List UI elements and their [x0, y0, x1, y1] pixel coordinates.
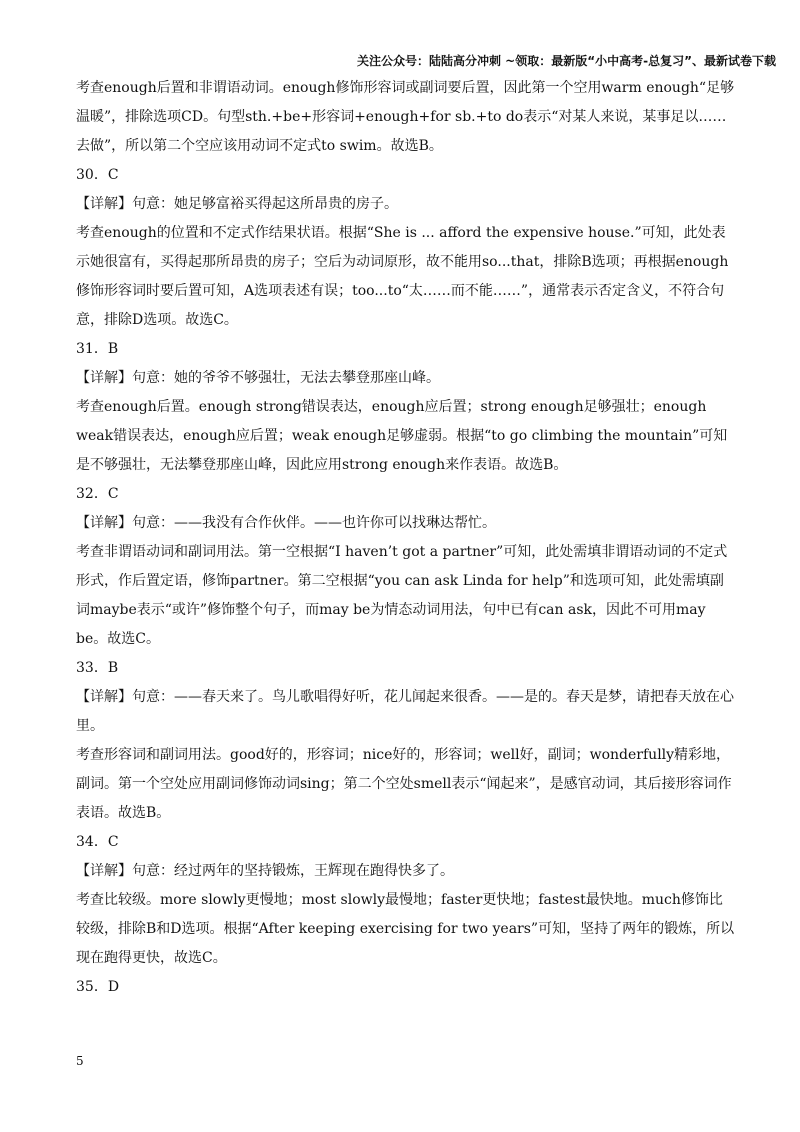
- question-number: 34．C: [76, 834, 119, 850]
- paragraph: 考查比较级。more slowly更慢地；most slowly最慢地；faster更快地；fastest最快地。much修饰比较级，排除B和D选项。根据“After keeping exercising for two years”可知，坚持了两年的锻炼，所以现在跑得更快，故选C。: [76, 892, 735, 966]
- paragraph: 【详解】句意：经过两年的坚持锻炼，王辉现在跑得快多了。: [76, 863, 454, 879]
- question-number: 35．D: [76, 979, 120, 995]
- page-header: 关注公众号：陆陆高分冲刺 ~领取：最新版“小中高考-总复习”、最新试卷下载: [357, 54, 776, 68]
- paragraph: 【详解】句意：她的爷爷不够强壮，无法去攀登那座山峰。: [76, 370, 440, 386]
- page-number: 5: [76, 1054, 84, 1068]
- question-number: 33．B: [76, 660, 119, 676]
- question-number: 30．C: [76, 167, 119, 183]
- document-body: [76, 74, 736, 1002]
- paragraph: 考查enough后置。enough strong错误表达，enough应后置；strong enough足够强壮；enough weak错误表达，enough应后置；weak enough足够虚弱。根据“to go climbing the mountain”可知是不够强壮，无法攀登那座山峰，因此应用strong enough来作表语。故选B。: [76, 399, 728, 473]
- paragraph: 考查enough后置和非谓语动词。enough修饰形容词或副词要后置，因此第一个空用warm enough“足够温暖”，排除选项CD。句型sth.+be+形容词+enough+for sb.+to do表示“对某人来说，某事足以……去做”，所以第二个空应该用动词不定式to swim。故选B。: [76, 80, 735, 154]
- paragraph: 考查非谓语动词和副词用法。第一空根据“I haven’t got a partner”可知，此处需填非谓语动词的不定式形式，作后置定语，修饰partner。第二空根据“you can ask Linda for help”和选项可知，此处需填副词maybe表示“或许”修饰整个句子，而may be为情态动词用法，句中已有can ask，因此不可用may be。故选C。: [76, 544, 728, 647]
- paragraph: 考查形容词和副词用法。good好的，形容词；nice好的，形容词；well好，副词；wonderfully精彩地，副词。第一个空处应用副词修饰动词sing；第二个空处smell表示“闻起来”，是感官动词，其后接形容词作表语。故选B。: [76, 747, 732, 821]
- question-number: 32．C: [76, 486, 119, 502]
- paragraph: 【详解】句意：——春天来了。鸟儿歌唱得好听，花儿闻起来很香。——是的。春天是梦，请把春天放在心里。: [76, 689, 734, 734]
- paragraph: 考查enough的位置和不定式作结果状语。根据“She is ... afford the expensive house.”可知，此处表示她很富有，买得起那所昂贵的房子；空后为动词原形，故不能用so...that，排除B选项；再根据enough修饰形容词时要后置可知，A选项表述有误；too...to“太……而不能……”，通常表示否定含义，不符合句意，排除D选项。故选C。: [76, 225, 729, 328]
- paragraph: 【详解】句意：——我没有合作伙伴。——也许你可以找琳达帮忙。: [76, 515, 496, 531]
- paragraph: 【详解】句意：她足够富裕买得起这所昂贵的房子。: [76, 196, 398, 212]
- question-number: 31．B: [76, 341, 119, 357]
